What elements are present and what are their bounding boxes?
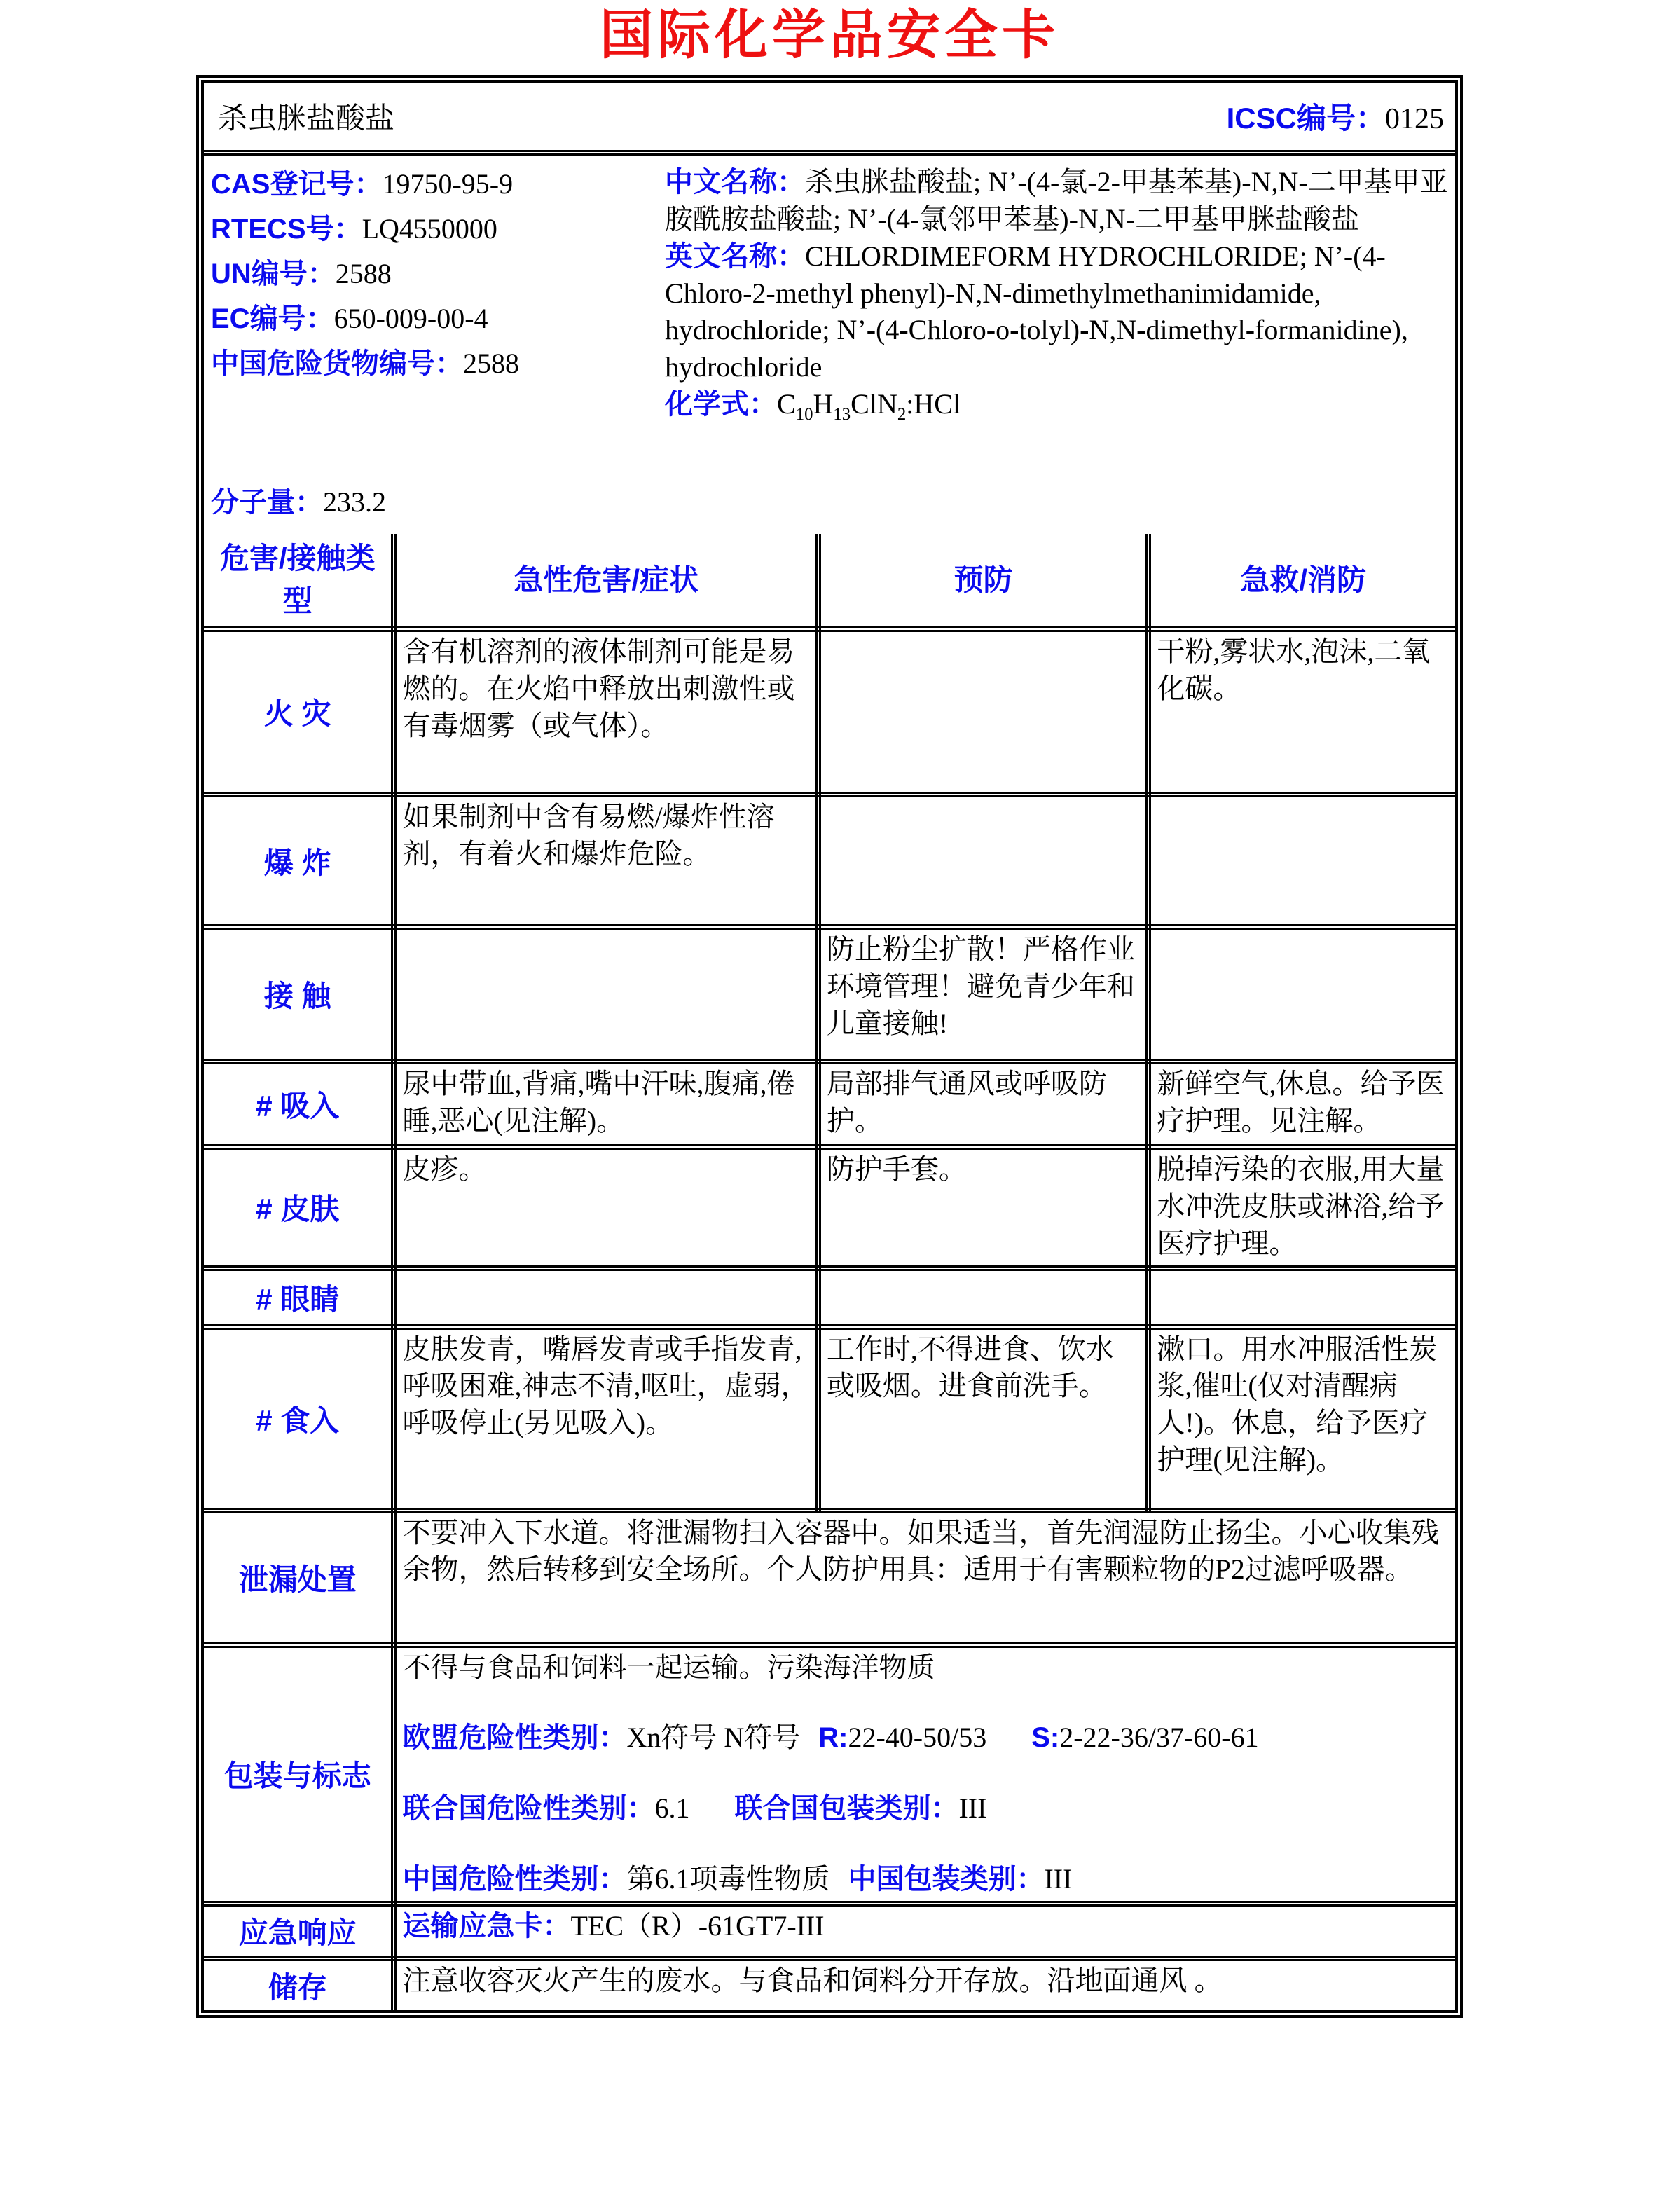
chinese-name (665, 164, 1448, 238)
r-phrase-value: 22-40-50/53 (848, 1722, 987, 1754)
contact-type-label: 接 触 (204, 927, 394, 1062)
rtecs-label: RTECS号： (211, 214, 362, 245)
header-prevention: 预防 (818, 534, 1149, 629)
icsc-card (196, 75, 1463, 2018)
molecular-weight-label: 分子量： (211, 487, 323, 518)
emergency-response-cell (394, 1904, 1455, 1958)
packaging-labelling-label: 包装与标志 (204, 1645, 394, 1904)
rtecs-number-row (211, 209, 665, 249)
ec-number-row (211, 298, 665, 339)
ec-value: 650-009-00-4 (333, 303, 488, 335)
icsc-number (1227, 95, 1444, 137)
contact-prevention-cell: 防止粉尘扩散！严格作业环境管理！避免青少年和儿童接触! (818, 927, 1149, 1062)
explosion-prevention-cell (818, 795, 1149, 927)
row-spill-disposal (204, 1511, 1455, 1645)
un-value: 2588 (335, 258, 392, 290)
s-phrase-label: S: (1031, 1722, 1060, 1754)
packaging-un-class-line (402, 1790, 1450, 1827)
page-title: 国际化学品安全卡 (600, 6, 1059, 65)
row-skin (204, 1147, 1455, 1268)
english-name-value: CHLORDIMEFORM HYDROCHLORIDE; N’-(4-Chloro-2-methyl phenyl)-N,N-dimethylmethanimidamide, hydrochloride; N’-(4-Chloro-o-tolyl)-N,N-dimethyl-formanidine), hydrochloride (665, 240, 1408, 383)
cn-pack-label: 中国包装类别： (848, 1863, 1045, 1895)
names-block (665, 164, 1448, 523)
cas-label: CAS登记号： (211, 169, 383, 200)
eu-class-symbols: Xn符号 N符号 (626, 1722, 801, 1754)
cn-class-label: 中国危险性类别： (402, 1863, 627, 1895)
packaging-eu-class-line (402, 1719, 1450, 1757)
header-hazard-type: 危害/接触类型 (204, 534, 394, 629)
identity-section (204, 156, 1455, 534)
hazard-table (204, 534, 1455, 2010)
packaging-cn-class-line (402, 1861, 1450, 1898)
english-name-label: 英文名称： (665, 240, 805, 272)
row-contact (204, 927, 1455, 1062)
un-class-value: 6.1 (654, 1792, 690, 1825)
molecular-weight-row (211, 482, 665, 523)
china-dg-number-row (211, 343, 665, 384)
packaging-labelling-cell (394, 1645, 1455, 1904)
cn-pack-value: III (1044, 1862, 1073, 1895)
un-pack-label: 联合国包装类别： (734, 1793, 959, 1825)
contact-symptoms-cell (394, 927, 818, 1062)
eyes-type-label: # 眼睛 (204, 1268, 394, 1327)
fire-type-label: 火 灾 (204, 629, 394, 795)
inhalation-symptoms-cell: 尿中带血,背痛,嘴中汗味,腹痛,倦睡,恶心(见注解)。 (394, 1062, 818, 1147)
china-dg-label: 中国危险货物编号： (211, 348, 463, 380)
s-phrase-value: 2-22-36/37-60-61 (1059, 1722, 1259, 1754)
explosion-type-label: 爆 炸 (204, 795, 394, 927)
ec-label: EC编号： (211, 303, 334, 335)
card-header (204, 83, 1455, 156)
rtecs-value: LQ4550000 (362, 213, 497, 245)
eyes-first-aid-cell (1148, 1268, 1455, 1327)
storage-label: 储存 (204, 1958, 394, 2010)
explosion-first-aid-cell (1148, 795, 1455, 927)
chemical-formula (665, 386, 1448, 423)
skin-first-aid-cell: 脱掉污染的衣服,用大量水冲洗皮肤或淋浴,给予医疗护理。 (1148, 1147, 1455, 1268)
inhalation-first-aid-cell: 新鲜空气,休息。给予医疗护理。见注解。 (1148, 1062, 1455, 1147)
un-class-label: 联合国危险性类别： (402, 1793, 655, 1825)
cas-value: 19750-95-9 (382, 168, 514, 200)
icsc-number-value: 0125 (1385, 103, 1444, 136)
row-packaging-labelling (204, 1645, 1455, 1904)
inhalation-prevention-cell: 局部排气通风或呼吸防护。 (818, 1062, 1149, 1147)
identifier-list (211, 164, 665, 523)
cas-number-row (211, 164, 665, 205)
chemical-formula-label: 化学式： (665, 388, 777, 420)
header-acute-symptoms: 急性危害/症状 (394, 534, 818, 629)
explosion-symptoms-cell: 如果制剂中含有易燃/爆炸性溶剂，有着火和爆炸危险。 (394, 795, 818, 927)
english-name (665, 238, 1448, 386)
ingestion-symptoms-cell: 皮肤发青，嘴唇发青或手指发青,呼吸困难,神志不清,呕吐，虚弱，呼吸停止(另见吸入)。 (394, 1327, 818, 1511)
hazard-table-header-row (204, 534, 1455, 629)
ingestion-type-label: # 食入 (204, 1327, 394, 1511)
un-pack-value: III (958, 1792, 987, 1825)
storage-cell: 注意收容灭火产生的废水。与食品和饲料分开存放。沿地面通风 。 (394, 1958, 1455, 2010)
spill-disposal-label: 泄漏处置 (204, 1511, 394, 1645)
row-explosion (204, 795, 1455, 927)
skin-prevention-cell: 防护手套。 (818, 1147, 1149, 1268)
ingestion-first-aid-cell: 漱口。用水冲服活性炭浆,催吐(仅对清醒病人!)。休息，给予医疗护理(见注解)。 (1148, 1327, 1455, 1511)
molecular-weight-value: 233.2 (323, 486, 386, 518)
inhalation-type-label: # 吸入 (204, 1062, 394, 1147)
icsc-number-label: ICSC编号： (1226, 102, 1385, 135)
fire-prevention-cell (818, 629, 1149, 795)
eyes-symptoms-cell (394, 1268, 818, 1327)
emergency-response-label: 应急响应 (204, 1904, 394, 1958)
row-eyes (204, 1268, 1455, 1327)
un-label: UN编号： (211, 259, 336, 290)
eu-class-label: 欧盟危险性类别： (402, 1722, 627, 1754)
substance-name: 杀虫脒盐酸盐 (218, 103, 395, 136)
eyes-prevention-cell (818, 1268, 1149, 1327)
fire-first-aid-cell: 干粉,雾状水,泡沫,二氧化碳。 (1148, 629, 1455, 795)
row-fire (204, 629, 1455, 795)
header-first-aid: 急救/消防 (1148, 534, 1455, 629)
r-phrase-label: R: (818, 1722, 848, 1754)
row-inhalation (204, 1062, 1455, 1147)
cn-class-value: 第6.1项毒性物质 (626, 1862, 830, 1895)
china-dg-value: 2588 (463, 348, 519, 380)
row-ingestion (204, 1327, 1455, 1511)
row-emergency-response (204, 1904, 1455, 1958)
transport-card-label: 运输应急卡： (402, 1910, 571, 1942)
spill-disposal-cell: 不要冲入下水道。将泄漏物扫入容器中。如果适当，首先润湿防止扬尘。小心收集残余物，然后转移到安全场所。个人防护用具：适用于有害颗粒物的P2过滤呼吸器。 (394, 1511, 1455, 1645)
fire-symptoms-cell: 含有机溶剂的液体制剂可能是易燃的。在火焰中释放出刺激性或有毒烟雾（或气体）。 (394, 629, 818, 795)
chinese-name-value: 杀虫脒盐酸盐; N’-(4-氯-2-甲基苯基)-N,N-二甲基甲亚胺酰胺盐酸盐; N’-(4-氯邻甲苯基)-N,N-二甲基甲脒盐酸盐 (665, 166, 1448, 235)
contact-first-aid-cell (1148, 927, 1455, 1062)
ingestion-prevention-cell: 工作时,不得进食、饮水或吸烟。进食前洗手。 (818, 1327, 1149, 1511)
skin-type-label: # 皮肤 (204, 1147, 394, 1268)
packaging-transport-note: 不得与食品和饲料一起运输。污染海洋物质 (402, 1651, 935, 1683)
chinese-name-label: 中文名称： (665, 167, 805, 198)
skin-symptoms-cell: 皮疹。 (394, 1147, 818, 1268)
row-storage (204, 1958, 1455, 2010)
transport-card-value: TEC（R）-61GT7-III (570, 1909, 825, 1942)
un-number-row (211, 254, 665, 294)
chemical-formula-value: $C_{10}H_{13}ClN_2:HCl$ (777, 387, 961, 424)
